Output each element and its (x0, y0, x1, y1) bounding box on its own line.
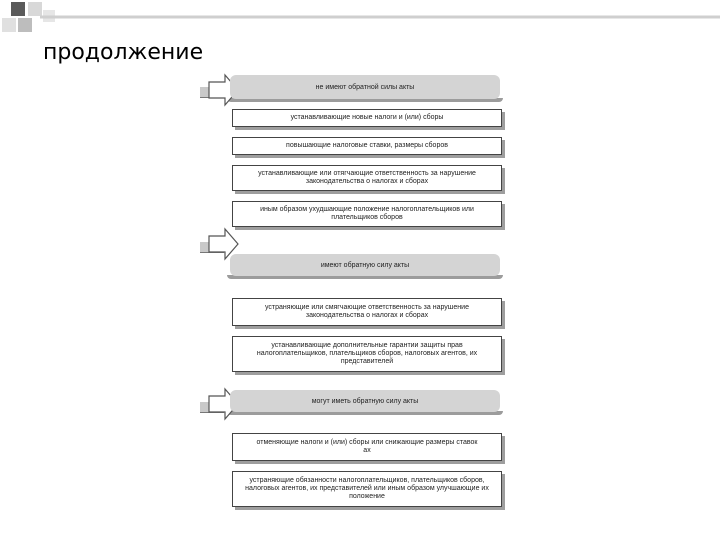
item-remove-obligations: устраняющие обязанности налогоплательщиков, плательщиков сборов, налоговых агентов, их представителей или иным образом улучшающие их положение (232, 471, 502, 507)
item-new-taxes: устанавливающие новые налоги и (или) сборы (232, 109, 502, 127)
item-additional-guarantees: устанавливающие дополнительные гарантии защиты прав налогоплательщиков, плательщиков сборов, налоговых агентов, их представителей (232, 336, 502, 372)
header-no-retroactive: не имеют обратной силы акты (230, 75, 500, 99)
item-worsen-position: иным образом ухудшающие положение налогоплательщиков или плательщиков сборов (232, 201, 502, 227)
item-cancel-taxes-line2: ах (363, 447, 371, 454)
item-cancel-taxes-line1: отменяющие налоги и (или) сборы или снижающие размеры ставок (256, 439, 478, 446)
top-line (40, 15, 720, 25)
item-impose-liability: устанавливающие или отягчающие ответственность за нарушение законодательства о налогах и сборах (232, 165, 502, 191)
item-cancel-taxes (232, 433, 502, 461)
header-retroactive: имеют обратную силу акты (230, 254, 500, 276)
page-title: продолжение (43, 40, 204, 65)
header-may-retroactive: могут иметь обратную силу акты (230, 390, 500, 412)
item-raise-rates: повышающие налоговые ставки, размеры сборов (232, 137, 502, 155)
item-remove-liability: устраняющие или смягчающие ответственность за нарушение законодательства о налогах и сборах (232, 298, 502, 326)
